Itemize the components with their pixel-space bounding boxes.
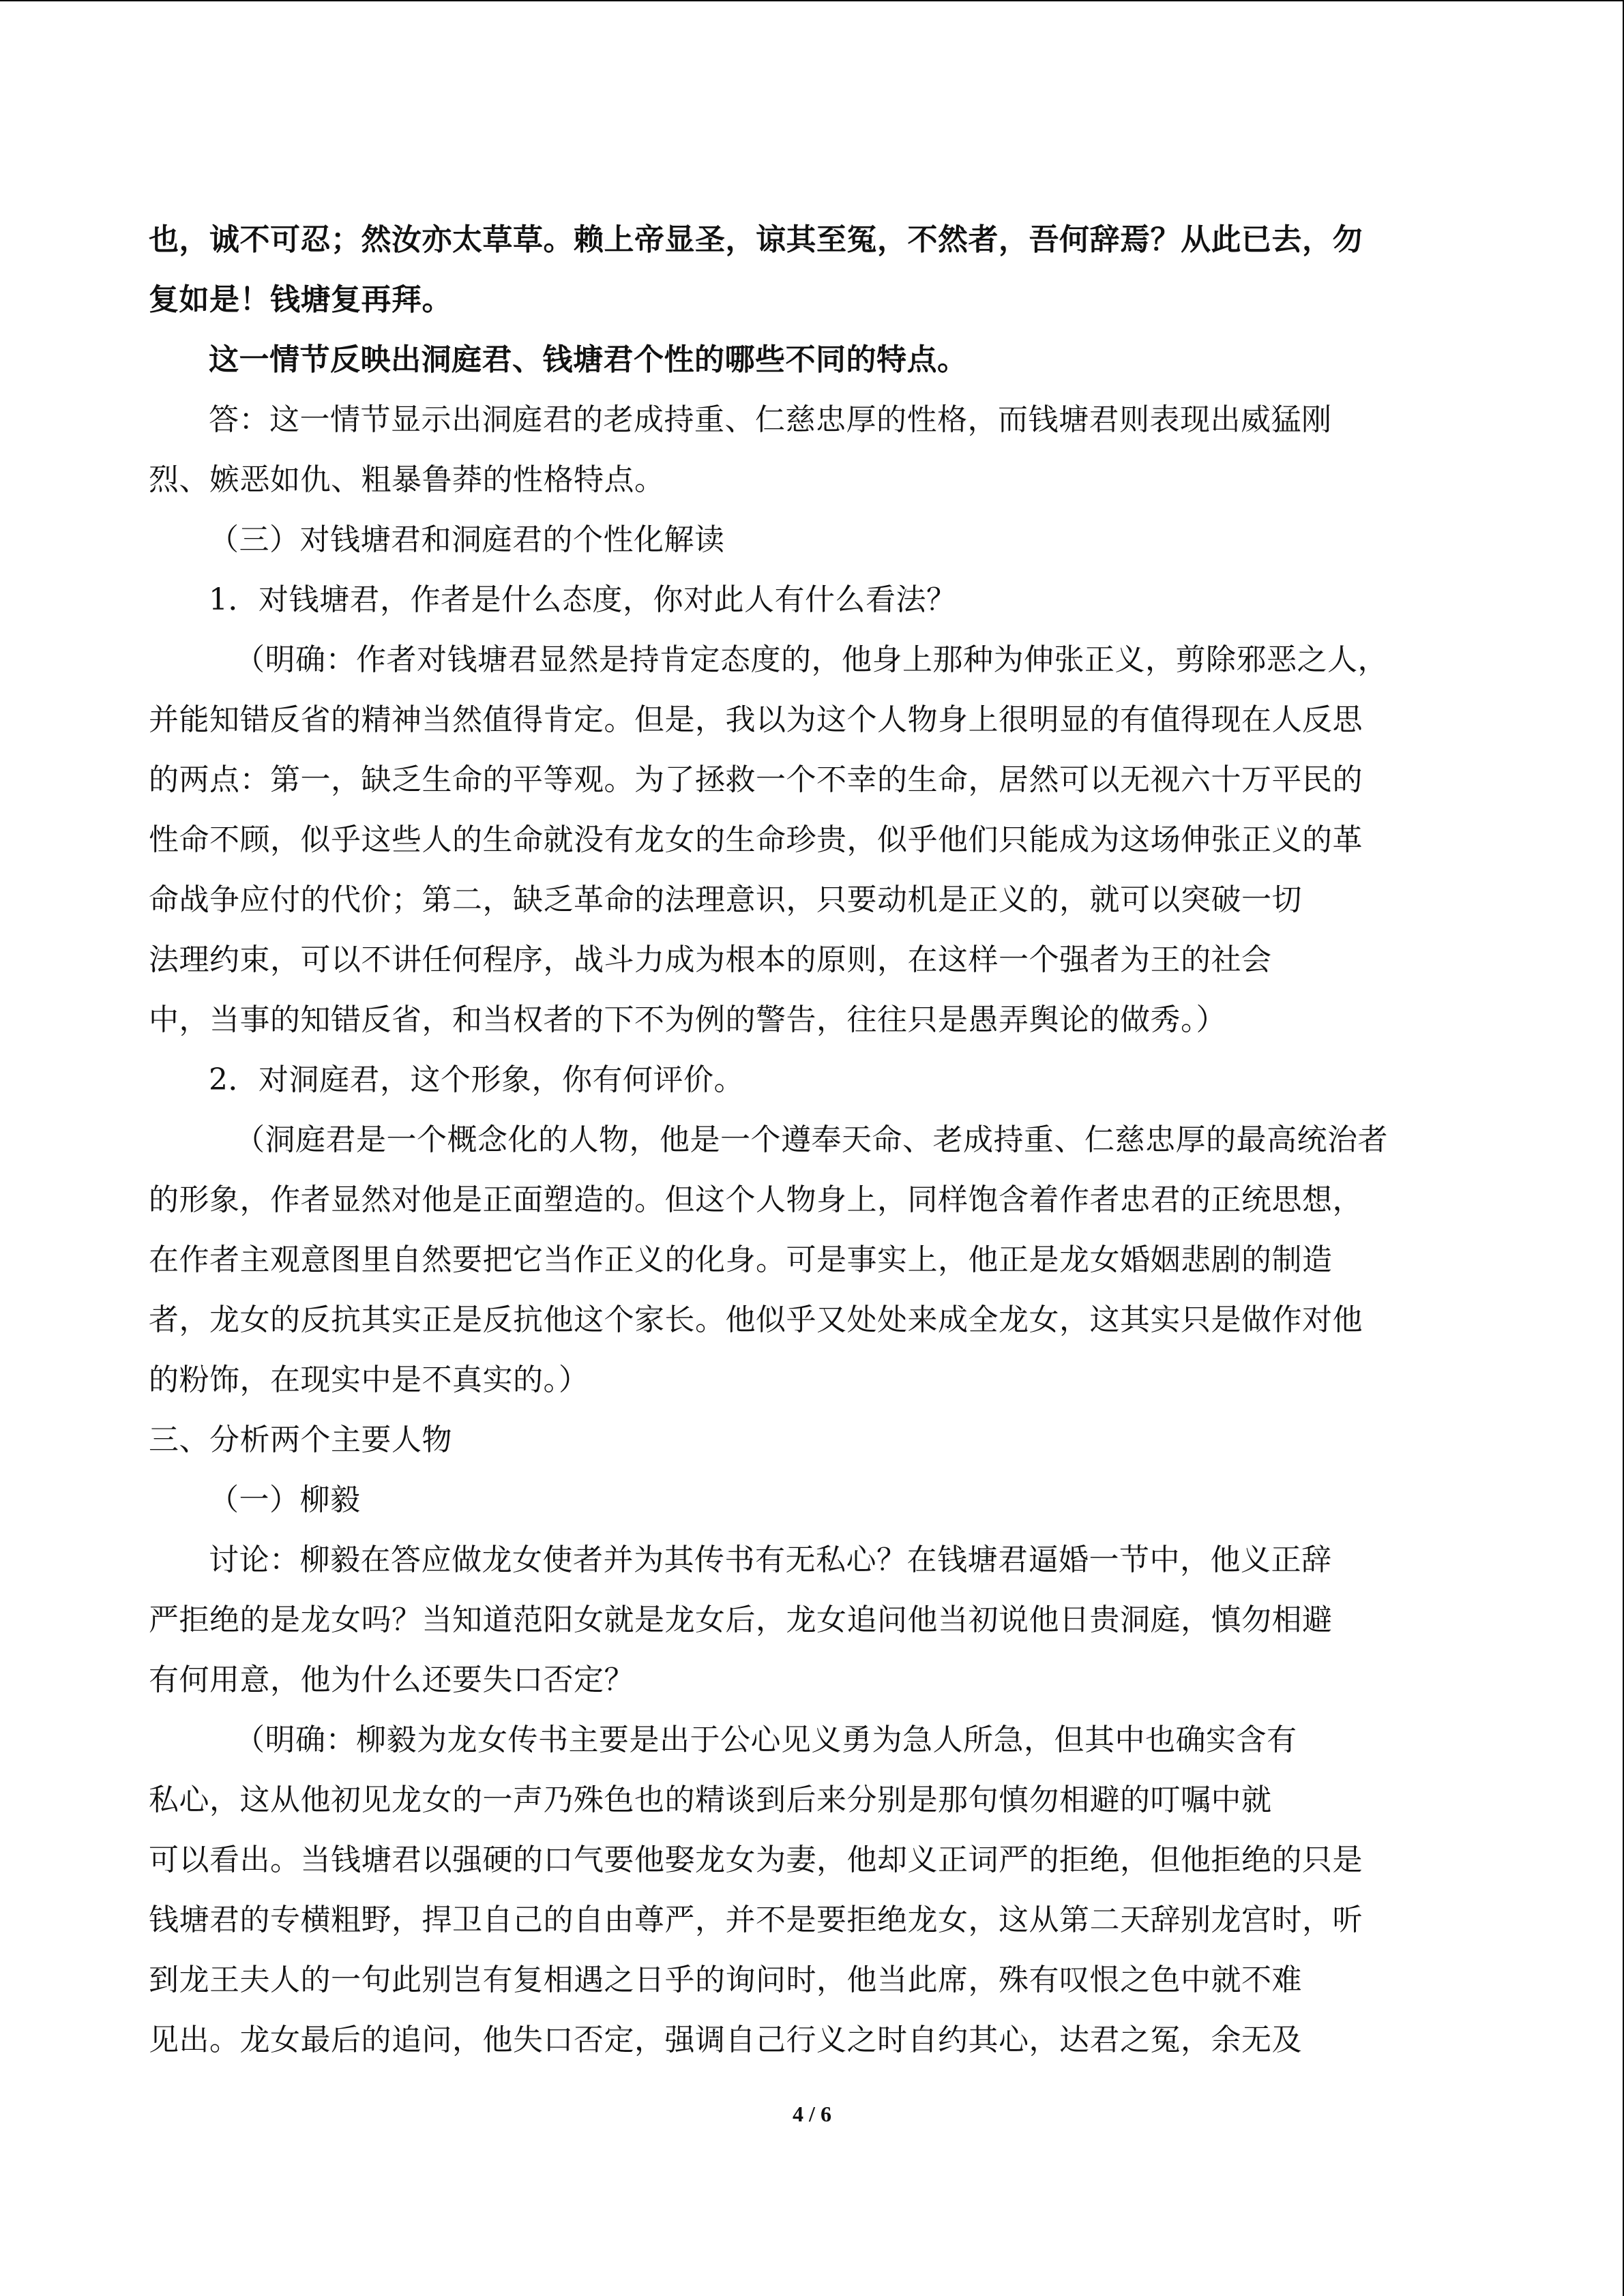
text-line: 也，诚不可忍；然汝亦太草草。赖上帝显圣，谅其至冤，不然者，吾何辞焉？从此已去，勿 xyxy=(149,222,1363,257)
text-line: 到龙王夫人的一句此别岂有复相遇之日乎的询问时，他当此席，殊有叹恨之色中就不难 xyxy=(149,1963,1302,1997)
text-line: 严拒绝的是龙女吗？当知道范阳女就是龙女后，龙女追问他当初说他日贵洞庭，慎勿相避 xyxy=(149,1602,1333,1637)
text-line: 钱塘君的专横粗野，捍卫自己的自由尊严，并不是要拒绝龙女，这从第二天辞别龙宫时，听 xyxy=(149,1903,1363,1937)
text-line: 命战争应付的代价；第二，缺乏革命的法理意识，只要动机是正义的，就可以突破一切 xyxy=(149,882,1302,917)
text-line: 可以看出。当钱塘君以强硬的口气要他娶龙女为妻，他却义正词严的拒绝，但他拒绝的只是 xyxy=(149,1843,1363,1877)
subsection-heading: （一）柳毅 xyxy=(209,1482,361,1517)
text-line: 的两点：第一，缺乏生命的平等观。为了拯救一个不幸的生命，居然可以无视六十万平民的 xyxy=(149,762,1363,797)
question-line: 这一情节反映出洞庭君、钱塘君个性的哪些不同的特点。 xyxy=(209,342,968,377)
section-heading: （三）对钱塘君和洞庭君的个性化解读 xyxy=(209,522,725,557)
question-line: 2．对洞庭君，这个形象，你有何评价。 xyxy=(209,1062,744,1097)
text-line: 者，龙女的反抗其实正是反抗他这个家长。他似乎又处处来成全龙女，这其实只是做作对他 xyxy=(149,1302,1363,1337)
page-number: 4 / 6 xyxy=(793,2102,831,2126)
text-line: 私心，这从他初见龙女的一声乃殊色也的精谈到后来分别是那句慎勿相避的叮嘱中就 xyxy=(149,1783,1272,1817)
text-line: （明确：作者对钱塘君显然是持肯定态度的，他身上那种为伸张正义，剪除邪恶之人， xyxy=(235,642,1388,677)
text-line: 复如是！钱塘复再拜。 xyxy=(149,282,452,317)
text-line: 答：这一情节显示出洞庭君的老成持重、仁慈忠厚的性格，而钱塘君则表现出威猛刚 xyxy=(209,402,1332,437)
text-line: 并能知错反省的精神当然值得肯定。但是，我以为这个人物身上很明显的有值得现在人反思 xyxy=(149,702,1363,737)
text-line: 讨论：柳毅在答应做龙女使者并为其传书有无私心？在钱塘君逼婚一节中，他义正辞 xyxy=(209,1542,1332,1577)
text-line: 的形象，作者显然对他是正面塑造的。但这个人物身上，同样饱含着作者忠君的正统思想， xyxy=(149,1182,1363,1217)
text-line: 中，当事的知错反省，和当权者的下不为例的警告，往往只是愚弄舆论的做秀。） xyxy=(149,1002,1226,1037)
text-line: 法理约束，可以不讲任何程序，战斗力成为根本的原则，在这样一个强者为王的社会 xyxy=(149,942,1272,977)
text-line: 见出。龙女最后的追问，他失口否定，强调自己行义之时自约其心，达君之冤，余无及 xyxy=(149,2023,1302,2057)
text-line: （明确：柳毅为龙女传书主要是出于公心见义勇为急人所急，但其中也确实含有 xyxy=(235,1723,1297,1757)
text-line: 有何用意，他为什么还要失口否定？ xyxy=(149,1663,634,1697)
section-heading: 三、分析两个主要人物 xyxy=(149,1422,452,1457)
text-line: 性命不顾，似乎这些人的生命就没有龙女的生命珍贵，似乎他们只能成为这场伸张正义的革 xyxy=(149,822,1363,857)
text-line: 的粉饰，在现实中是不真实的。） xyxy=(149,1362,589,1397)
question-line: 1．对钱塘君，作者是什么态度，你对此人有什么看法？ xyxy=(209,582,957,617)
text-line: 在作者主观意图里自然要把它当作正义的化身。可是事实上，他正是龙女婚姻悲剧的制造 xyxy=(149,1242,1333,1277)
text-line: （洞庭君是一个概念化的人物，他是一个遵奉天命、老成持重、仁慈忠厚的最高统治者 xyxy=(235,1122,1388,1157)
text-line: 烈、嫉恶如仇、粗暴鲁莽的性格特点。 xyxy=(149,462,665,497)
document-body xyxy=(149,210,1465,2070)
